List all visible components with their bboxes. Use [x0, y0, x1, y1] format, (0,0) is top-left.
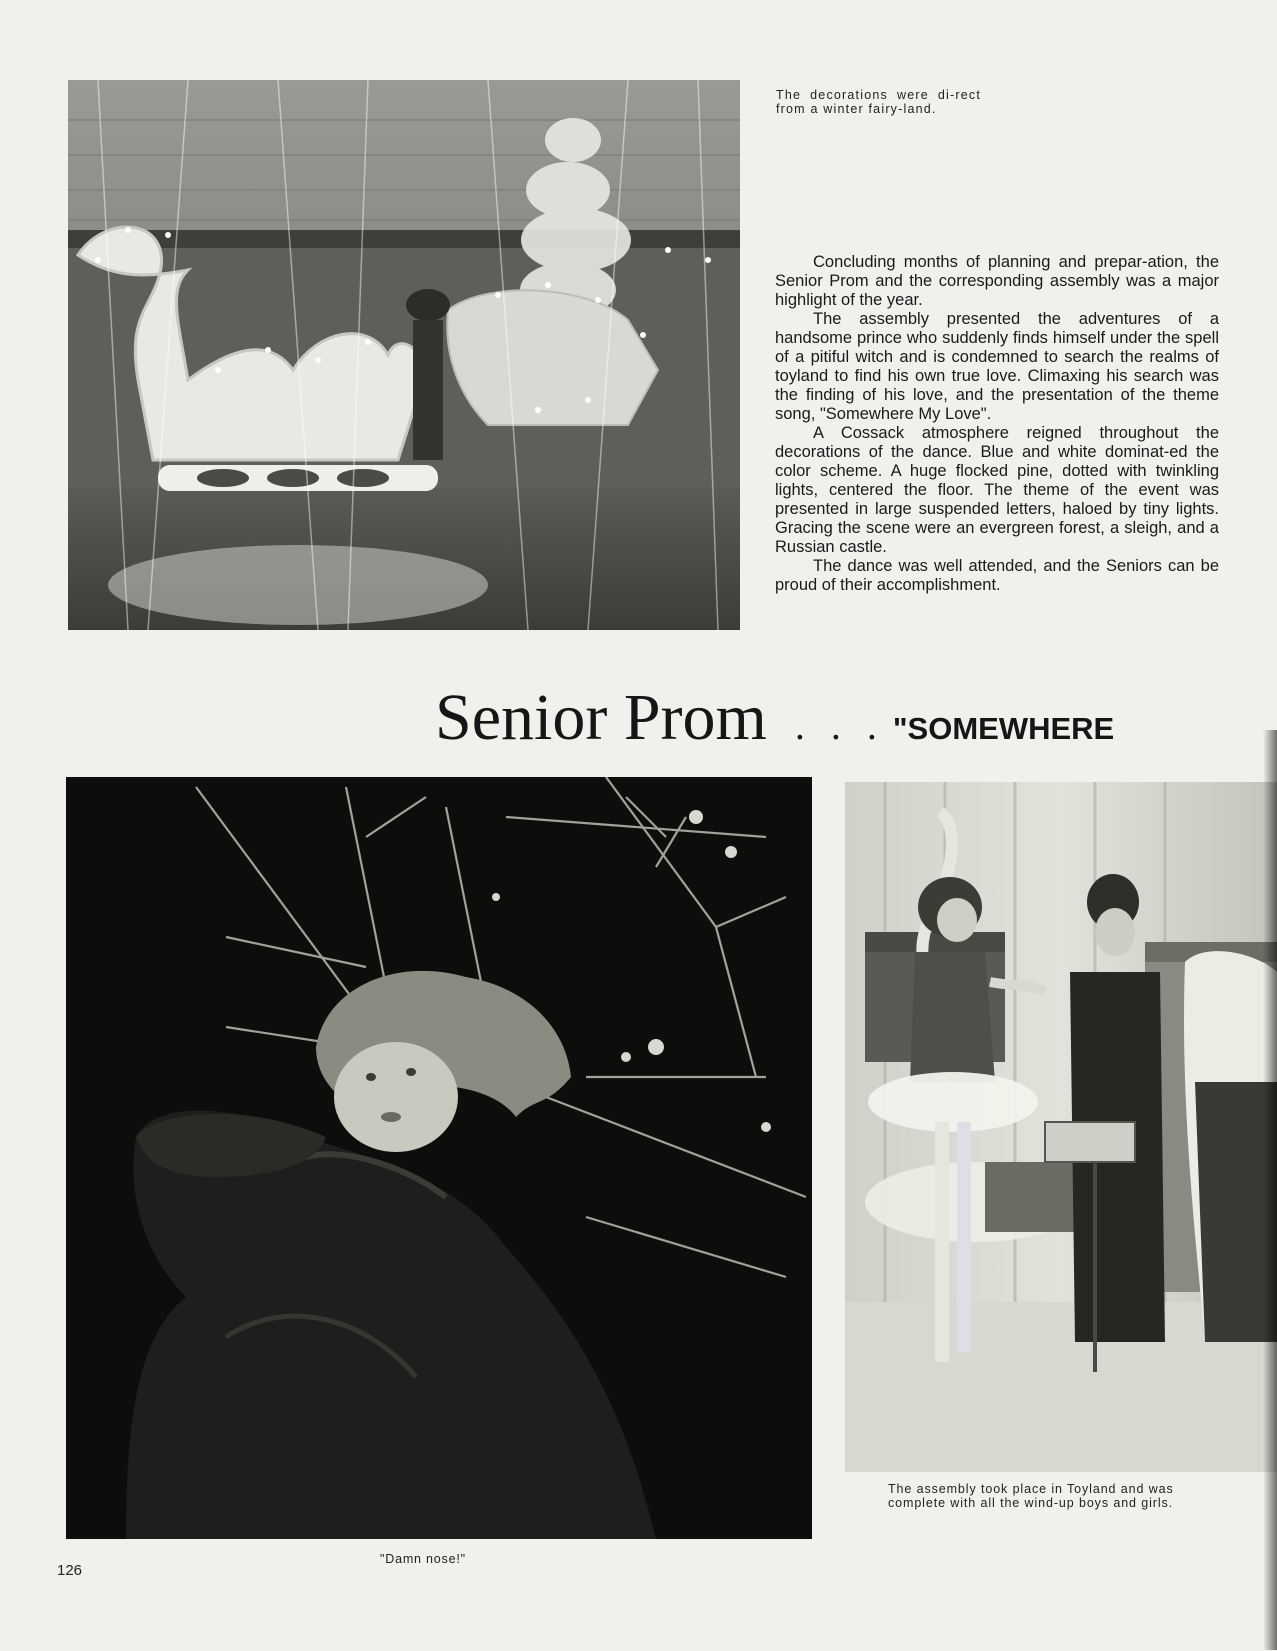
page-edge-shadow — [1263, 730, 1277, 1650]
page-title — [435, 676, 1277, 760]
article-paragraph: Concluding months of planning and prepar-ation, the Senior Prom and the corresponding assembly was a major highlight of the year. — [775, 253, 1219, 309]
article-paragraph: The assembly presented the adventures of a handsome prince who suddenly finds himself under the spell of a pitiful witch and is condemned to search the realms of toyland to find his own true love. Climaxing his search was the finding of his love, and the presentation of the theme song, "Somewhere My Love". — [775, 310, 1219, 423]
toyland-assembly-photo — [845, 782, 1277, 1472]
article-paragraph: A Cossack atmosphere reigned throughout the decorations of the dance. Blue and white dominat-ed the color scheme. A huge flocked pine, dotted with twinkling lights, centered the floor. The theme of the event was presented in large suspended letters, haloed by tiny lights. Gracing the scene were an evergreen forest, a sleigh, and a Russian castle. — [775, 424, 1219, 556]
sleigh-photo-caption: The decorations were di-rect from a winter fairy-land. — [776, 88, 981, 116]
toyland-photo-caption: The assembly took place in Toyland and was complete with all the wind-up boys and girls. — [888, 1482, 1174, 1510]
article-text — [775, 253, 1219, 595]
title-ellipsis: . . . — [794, 703, 885, 748]
page-number: 126 — [57, 1562, 83, 1579]
title-continuation: "SOMEWHERE — [892, 711, 1115, 746]
witch-photo-caption: "Damn nose!" — [380, 1552, 466, 1566]
witch-costume-photo — [66, 777, 812, 1539]
sleigh-decoration-image — [68, 80, 740, 630]
sleigh-decoration-photo — [68, 80, 740, 630]
witch-costume-image — [66, 777, 812, 1539]
article-paragraph: The dance was well attended, and the Seniors can be proud of their accomplishment. — [775, 557, 1219, 594]
title-main: Senior Prom — [435, 681, 767, 754]
toyland-assembly-image — [845, 782, 1277, 1472]
